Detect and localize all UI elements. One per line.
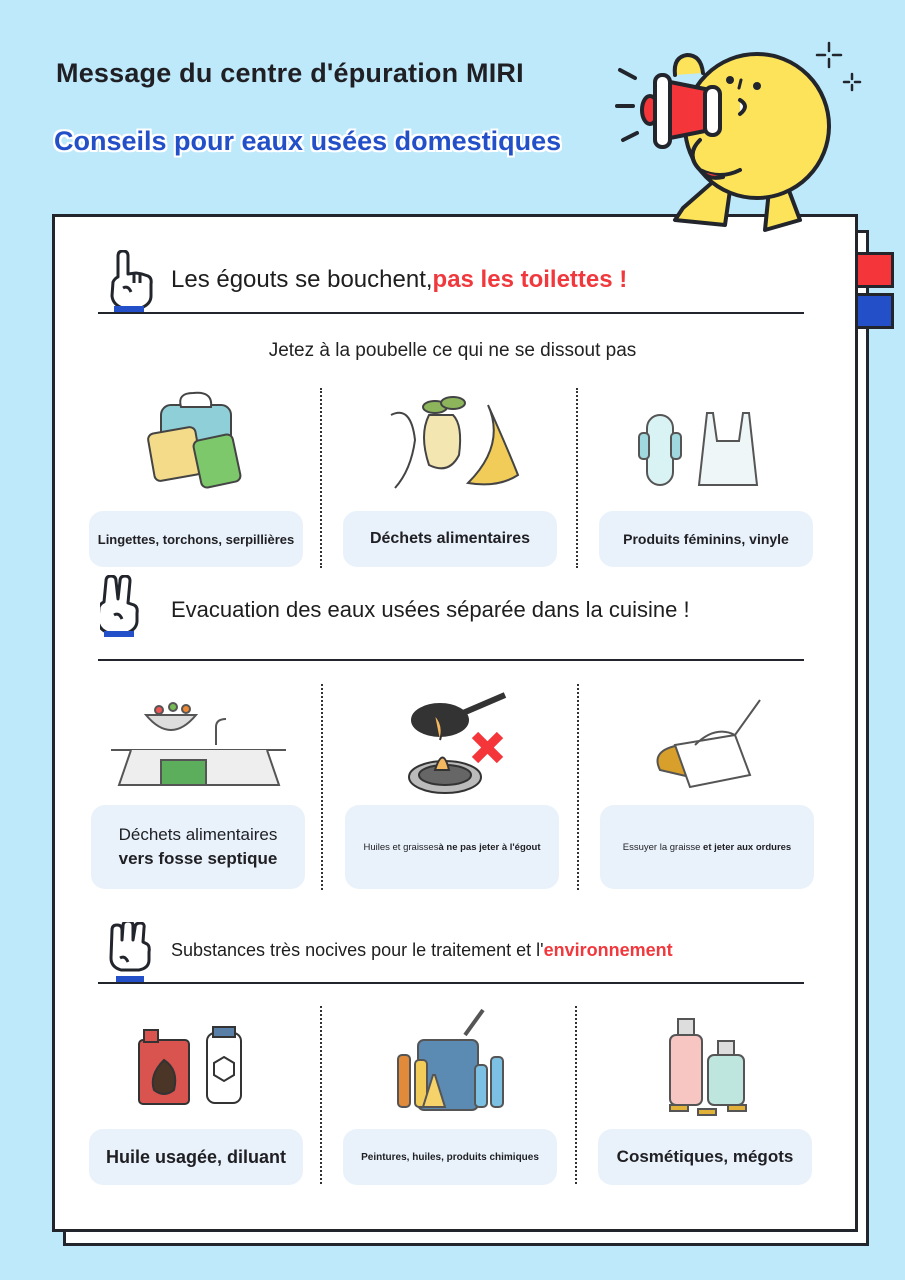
section-2-title bbox=[171, 597, 690, 623]
label-card bbox=[89, 1129, 303, 1185]
section-3-header bbox=[98, 920, 804, 984]
divider bbox=[320, 1006, 322, 1184]
item-food-waste bbox=[343, 385, 557, 570]
label-card bbox=[89, 511, 303, 567]
cosmetics-cigarettes-icon bbox=[598, 1005, 812, 1125]
page-title: Message du centre d'épuration MIRI bbox=[56, 58, 524, 88]
hand-two-fingers-icon bbox=[100, 575, 146, 639]
item-label: Huile usagée, diluant bbox=[105, 1146, 287, 1167]
section-2-header bbox=[98, 575, 804, 661]
item-label: Lingettes, torchons, serpillières bbox=[97, 531, 295, 547]
divider bbox=[577, 684, 579, 890]
divider bbox=[320, 388, 322, 568]
item-label: Essuyer la graisse bbox=[622, 841, 704, 853]
section-3-title bbox=[171, 940, 673, 961]
wipe-grease-icon bbox=[600, 685, 814, 805]
item-wipes bbox=[89, 385, 303, 570]
label-card bbox=[345, 805, 559, 889]
section-1-title-highlight: pas les toilettes ! bbox=[432, 266, 628, 293]
pan-grease-no-icon bbox=[345, 685, 559, 805]
item-label: Déchets alimentaires bbox=[369, 530, 531, 547]
item-paint-chemicals bbox=[343, 1005, 557, 1185]
item-feminine-vinyl bbox=[599, 385, 813, 570]
label-card bbox=[343, 1129, 557, 1185]
section-1-subtitle: Jetez à la poubelle ce qui ne se dissout pas bbox=[268, 340, 637, 361]
section-1-title-text: Les égouts se bouchent, bbox=[171, 266, 433, 293]
label-card bbox=[343, 511, 557, 567]
oil-can-solvent-icon bbox=[89, 1005, 303, 1125]
item-label: Cosmétiques, mégots bbox=[616, 1147, 794, 1166]
item-oil-grease bbox=[345, 685, 559, 890]
item-oil-solvent bbox=[89, 1005, 303, 1185]
side-tab-red bbox=[852, 252, 894, 288]
pad-plastic-bag-icon bbox=[599, 385, 813, 505]
item-label-bold: et jeter aux ordures bbox=[703, 841, 792, 853]
mascot-megaphone-icon bbox=[605, 30, 895, 240]
section-2-title-text: Evacuation des eaux usées séparée dans la cuisine ! bbox=[171, 597, 690, 622]
label-card bbox=[91, 805, 305, 889]
food-waste-icon bbox=[343, 385, 557, 505]
hand-one-finger-icon bbox=[108, 250, 154, 312]
divider bbox=[321, 684, 323, 890]
item-label-line2: vers fosse septique bbox=[118, 849, 278, 868]
section-1-header bbox=[98, 250, 804, 314]
sink-strainer-icon bbox=[91, 685, 305, 805]
label-card bbox=[600, 805, 814, 889]
item-wipe-grease bbox=[600, 685, 814, 890]
item-food-septic bbox=[91, 685, 305, 890]
page-subtitle: Conseils pour eaux usées domestiques bbox=[54, 126, 562, 156]
item-label-line1: Déchets alimentaires bbox=[118, 825, 278, 844]
item-label: Produits féminins, vinyle bbox=[623, 531, 789, 547]
section-3-title-text: Substances très nocives pour le traitement et l' bbox=[171, 940, 544, 960]
label-card bbox=[598, 1129, 812, 1185]
section-3-title-highlight: environnement bbox=[543, 940, 673, 960]
item-label: Huiles et graisses bbox=[363, 841, 439, 853]
hand-three-fingers-icon bbox=[108, 922, 154, 982]
item-label-bold: à ne pas jeter à l'égout bbox=[438, 841, 541, 853]
item-cosmetics-cigarettes bbox=[598, 1005, 812, 1185]
label-card bbox=[599, 511, 813, 567]
wipes-cloths-icon bbox=[89, 385, 303, 505]
item-label: Peintures, huiles, produits chimiques bbox=[361, 1151, 539, 1163]
divider bbox=[576, 388, 578, 568]
paint-chemicals-icon bbox=[343, 1005, 557, 1125]
section-1-title bbox=[171, 266, 627, 294]
divider bbox=[575, 1006, 577, 1184]
side-tab-blue bbox=[852, 293, 894, 329]
